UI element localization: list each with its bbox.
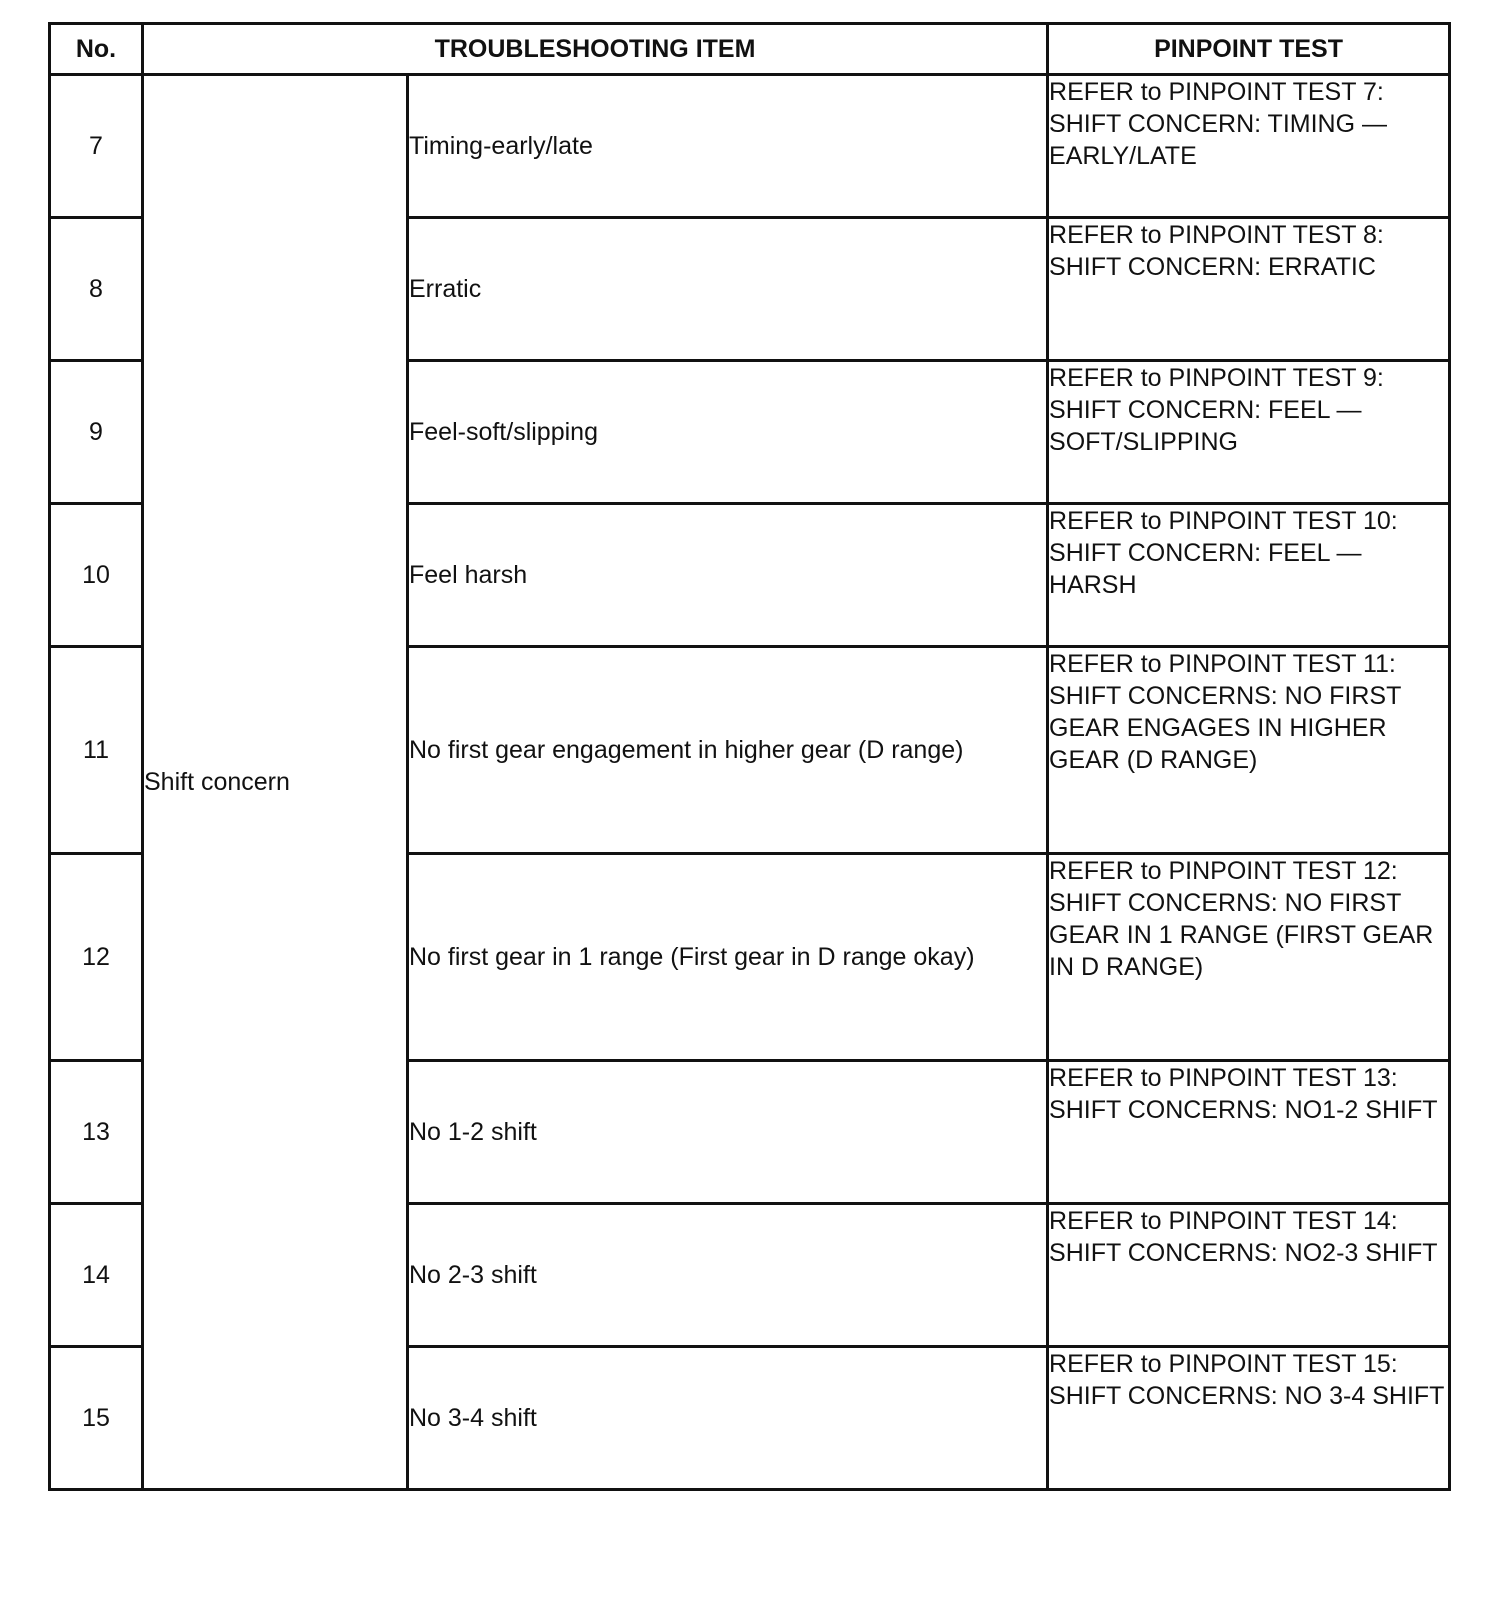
troubleshooting-item: Timing-early/late [408, 75, 1048, 218]
troubleshooting-item: Feel harsh [408, 504, 1048, 647]
header-troubleshooting-item: TROUBLESHOOTING ITEM [143, 24, 1048, 75]
row-number: 10 [50, 504, 143, 647]
troubleshooting-item: Erratic [408, 218, 1048, 361]
row-number: 13 [50, 1061, 143, 1204]
row-number: 9 [50, 361, 143, 504]
row-number: 11 [50, 647, 143, 854]
troubleshooting-item: No first gear engagement in higher gear (D range) [408, 647, 1048, 854]
troubleshooting-table [48, 22, 1451, 1491]
troubleshooting-item: No 2-3 shift [408, 1204, 1048, 1347]
troubleshooting-item: No first gear in 1 range (First gear in D range okay) [408, 854, 1048, 1061]
troubleshooting-item: No 1-2 shift [408, 1061, 1048, 1204]
header-row [50, 24, 1450, 75]
pinpoint-test: REFER to PINPOINT TEST 9: SHIFT CONCERN: FEEL — SOFT/SLIPPING [1048, 361, 1450, 504]
troubleshooting-item: No 3-4 shift [408, 1347, 1048, 1490]
pinpoint-test: REFER to PINPOINT TEST 7: SHIFT CONCERN: TIMING — EARLY/LATE [1048, 75, 1450, 218]
pinpoint-test: REFER to PINPOINT TEST 12: SHIFT CONCERNS: NO FIRST GEAR IN 1 RANGE (FIRST GEAR IN D RANGE) [1048, 854, 1450, 1061]
pinpoint-test: REFER to PINPOINT TEST 14: SHIFT CONCERNS: NO2-3 SHIFT [1048, 1204, 1450, 1347]
pinpoint-test: REFER to PINPOINT TEST 10: SHIFT CONCERN: FEEL — HARSH [1048, 504, 1450, 647]
row-number: 7 [50, 75, 143, 218]
category-cell: Shift concern [143, 75, 408, 1490]
pinpoint-test: REFER to PINPOINT TEST 8: SHIFT CONCERN: ERRATIC [1048, 218, 1450, 361]
row-number: 12 [50, 854, 143, 1061]
header-pinpoint-test: PINPOINT TEST [1048, 24, 1450, 75]
row-number: 15 [50, 1347, 143, 1490]
pinpoint-test: REFER to PINPOINT TEST 15: SHIFT CONCERNS: NO 3-4 SHIFT [1048, 1347, 1450, 1490]
row-number: 8 [50, 218, 143, 361]
troubleshooting-item: Feel-soft/slipping [408, 361, 1048, 504]
row-number: 14 [50, 1204, 143, 1347]
table-row [50, 75, 1450, 218]
pinpoint-test: REFER to PINPOINT TEST 11: SHIFT CONCERNS: NO FIRST GEAR ENGAGES IN HIGHER GEAR (D RANGE) [1048, 647, 1450, 854]
header-no: No. [50, 24, 143, 75]
pinpoint-test: REFER to PINPOINT TEST 13: SHIFT CONCERNS: NO1-2 SHIFT [1048, 1061, 1450, 1204]
